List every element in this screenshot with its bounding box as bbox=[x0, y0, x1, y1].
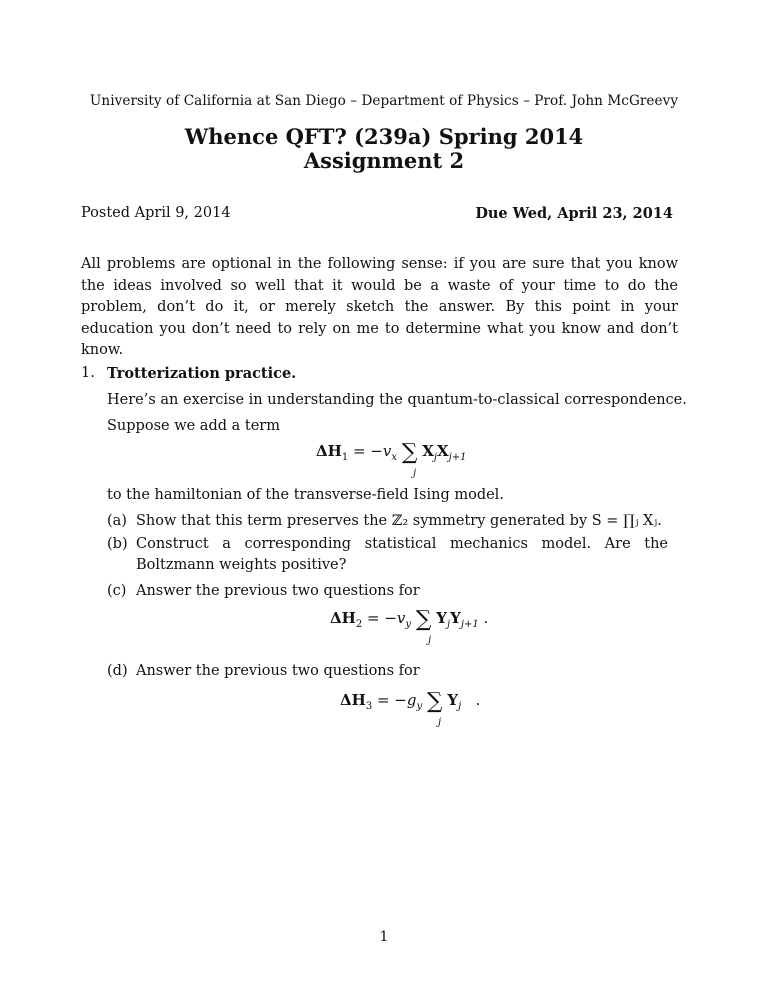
title-line-1: Whence QFT? (239a) Spring 2014 bbox=[184, 124, 584, 149]
eq2-sum-symbol: ∑ bbox=[415, 607, 432, 632]
eq1-lhs: ΔH bbox=[316, 442, 342, 460]
eq3-sum-symbol: ∑ bbox=[426, 689, 443, 714]
eq2-period: . bbox=[483, 609, 489, 627]
equation-2 bbox=[330, 604, 489, 632]
eq2-lhs-sub: 2 bbox=[355, 619, 363, 630]
eq1-term2-sub: j+1 bbox=[448, 452, 467, 463]
eq2-term-sub: j bbox=[447, 619, 451, 630]
part-c bbox=[107, 581, 677, 603]
eq1-coef-text: = −v bbox=[352, 442, 392, 460]
problem-text-2: Suppose we add a term bbox=[107, 418, 280, 434]
part-a-label: (a) bbox=[107, 513, 127, 529]
eq2-term2: Y bbox=[450, 609, 461, 627]
part-a-text: Show that this term preserves the ℤ₂ symmetry generated by S = ∏ⱼ Xⱼ. bbox=[136, 513, 662, 529]
eq3-sum-index: j bbox=[438, 717, 442, 728]
problem-text-3: to the hamiltonian of the transverse-field Ising model. bbox=[107, 487, 504, 503]
eq1-coef bbox=[352, 442, 397, 463]
eq3-period: . bbox=[475, 691, 481, 709]
part-c-text: Answer the previous two questions for bbox=[136, 583, 420, 599]
part-a bbox=[107, 511, 677, 533]
part-d-label: (d) bbox=[107, 663, 128, 679]
eq2-coef-sub: y bbox=[405, 619, 412, 630]
eq2-term: Y bbox=[436, 609, 448, 627]
eq3-lhs: ΔH bbox=[340, 691, 366, 709]
eq2-coef-text: = −v bbox=[366, 609, 406, 627]
part-d-text: Answer the previous two questions for bbox=[136, 663, 420, 679]
document-title bbox=[0, 125, 768, 173]
eq1-coef-sub: x bbox=[391, 452, 397, 463]
eq1-term-sub: j bbox=[433, 452, 438, 463]
page-number: 1 bbox=[379, 929, 389, 945]
eq1-term2: X bbox=[437, 442, 449, 460]
eq1-sum-symbol: ∑ bbox=[401, 440, 418, 465]
eq3-coef-sub: y bbox=[416, 701, 423, 712]
eq2-coef bbox=[366, 609, 412, 630]
intro-paragraph: All problems are optional in the following sense: if you are sure that you know the ideas involved so well that it would be a waste of your time to do the problem, don’t do it, or merely sketch the answer. By this point in your education you don’t need to rely on me to determine what you know and don’t know. bbox=[81, 256, 678, 359]
part-b bbox=[107, 534, 677, 578]
eq2-term2-sub: j+1 bbox=[460, 619, 479, 630]
course-header: University of California at San Diego – Department of Physics – Prof. John McGreevy bbox=[89, 93, 679, 109]
eq3-lhs-sub: 3 bbox=[365, 701, 373, 712]
eq1-term: X bbox=[422, 442, 434, 460]
title-line-2: Assignment 2 bbox=[303, 148, 465, 173]
eq3-coef-text: = −g bbox=[376, 691, 417, 709]
problem-title: Trotterization practice. bbox=[107, 365, 297, 382]
equation-3 bbox=[340, 686, 481, 714]
problem-text-1: Here’s an exercise in understanding the quantum-to-classical correspondence. bbox=[107, 392, 687, 408]
due-date: Due Wed, April 23, 2014 bbox=[475, 205, 673, 222]
part-d bbox=[107, 661, 677, 683]
part-b-text: Construct a corresponding statistical mechanics model. Are the Boltzmann weights positive? bbox=[136, 536, 668, 573]
posted-date: Posted April 9, 2014 bbox=[81, 205, 231, 221]
eq3-term-sub: j bbox=[458, 701, 462, 712]
eq3-coef bbox=[376, 691, 423, 712]
eq1-sum-index: j bbox=[413, 468, 417, 479]
eq3-term: Y bbox=[447, 691, 459, 709]
eq2-lhs: ΔH bbox=[330, 609, 356, 627]
eq2-sum-index: j bbox=[428, 635, 432, 646]
equation-1 bbox=[316, 437, 467, 465]
part-b-label: (b) bbox=[107, 536, 128, 552]
part-c-label: (c) bbox=[107, 583, 127, 599]
eq1-lhs-sub: 1 bbox=[341, 452, 349, 463]
problem-number: 1. bbox=[81, 365, 95, 381]
